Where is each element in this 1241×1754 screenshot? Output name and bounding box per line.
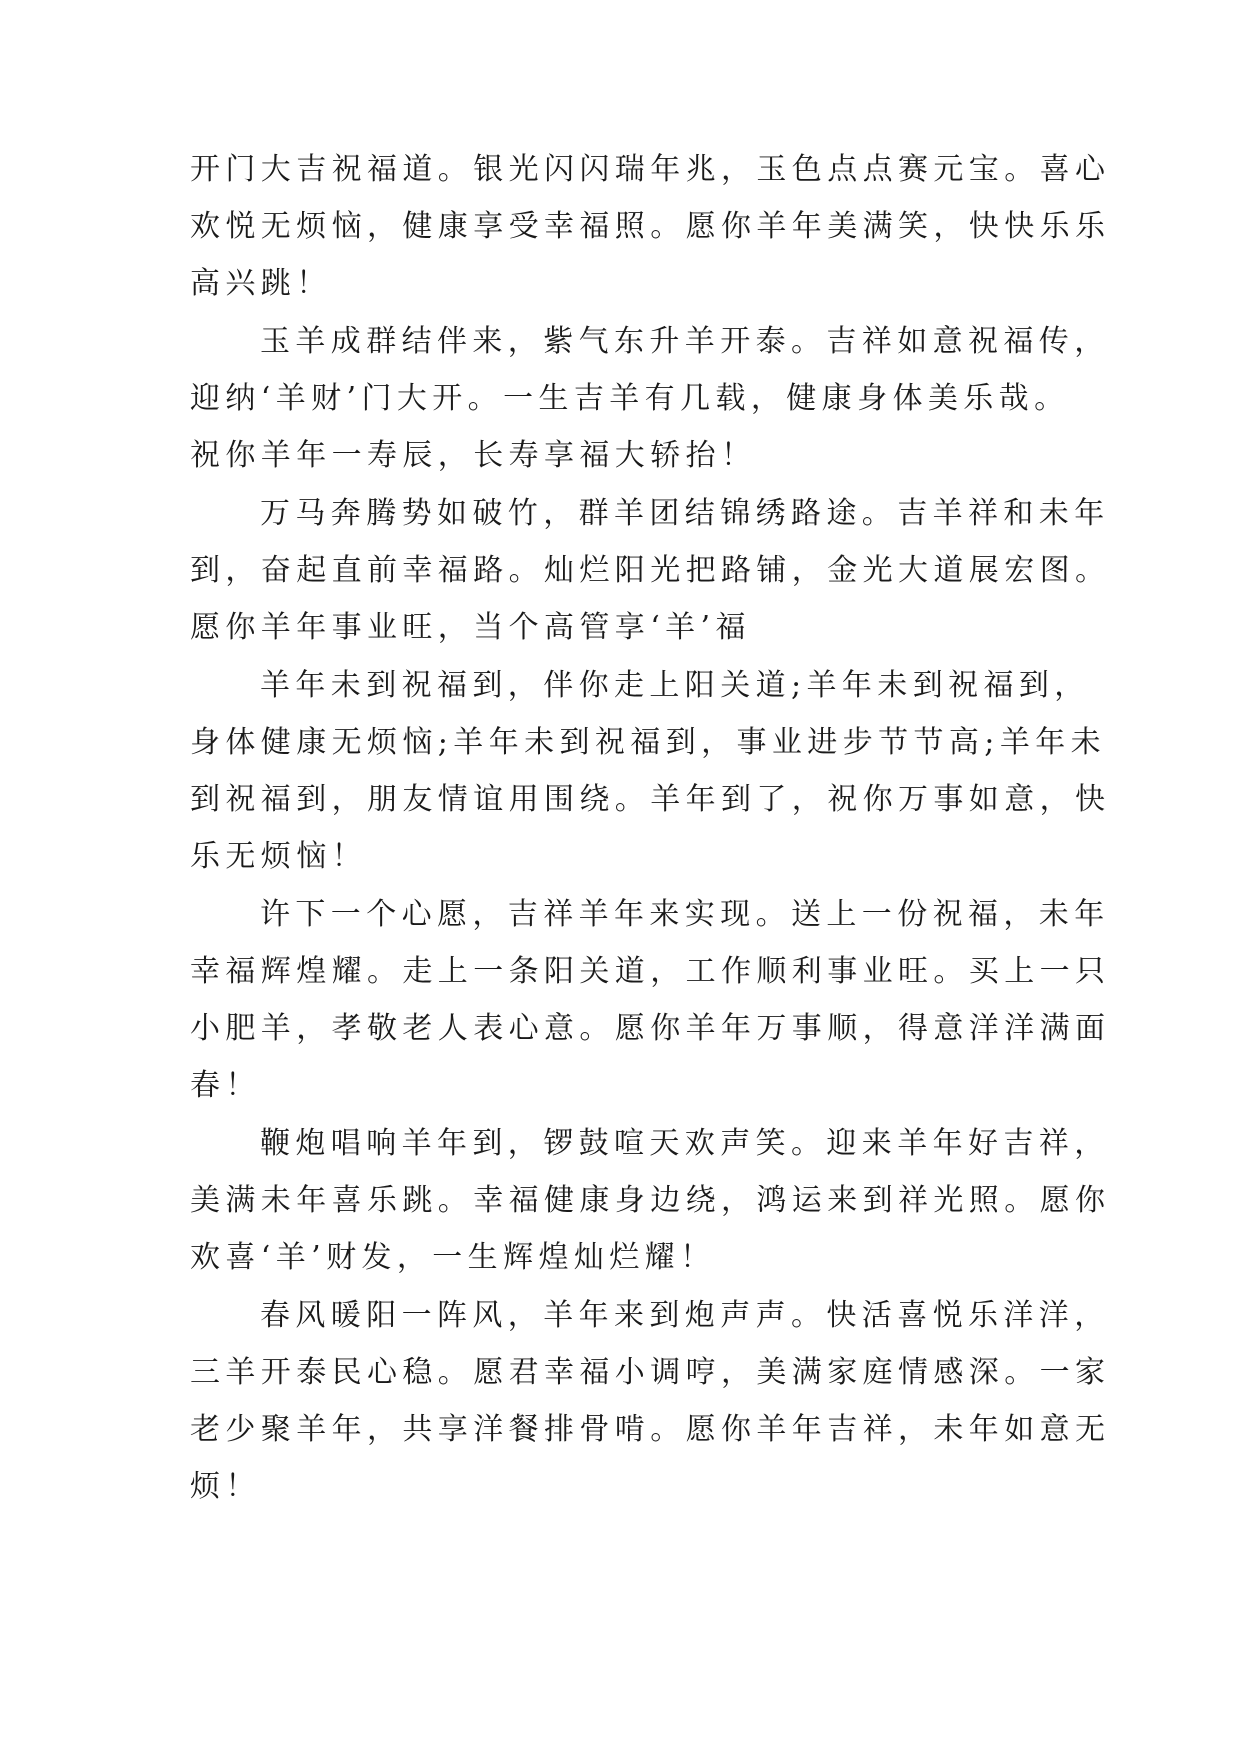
paragraph-first-line: 羊年未到祝福到，伴你走上阳关道;羊年未到祝福到， xyxy=(260,668,1090,703)
text-line: 到祝福到，朋友情谊用围绕。羊年到了，祝你万事如意，快 xyxy=(190,782,1111,817)
text-line: 祝你羊年一寿辰，长寿享福大轿抬！ xyxy=(190,438,757,473)
text-line: 到，奋起直前幸福路。灿烂阳光把路铺，金光大道展宏图。 xyxy=(190,553,1111,588)
text-line: 欢喜‘羊’财发，一生辉煌灿烂耀！ xyxy=(190,1240,716,1275)
text-line: 迎纳‘羊财’门大开。一生吉羊有几载，健康身体美乐哉。 xyxy=(190,381,1070,416)
text-line: 高兴跳！ xyxy=(190,266,332,301)
paragraph-first-line: 许下一个心愿，吉祥羊年来实现。送上一份祝福，未年 xyxy=(260,897,1110,932)
text-line: 幸福辉煌耀。走上一条阳关道，工作顺利事业旺。买上一只 xyxy=(190,954,1111,989)
text-line: 欢悦无烦恼，健康享受幸福照。愿你羊年美满笑，快快乐乐 xyxy=(190,209,1111,244)
text-line: 愿你羊年事业旺，当个高管享‘羊’福 xyxy=(190,610,751,645)
text-line: 小肥羊，孝敬老人表心意。愿你羊年万事顺，得意洋洋满面 xyxy=(190,1011,1111,1046)
text-line: 美满未年喜乐跳。幸福健康身边绕，鸿运来到祥光照。愿你 xyxy=(190,1183,1111,1218)
paragraph-first-line: 玉羊成群结伴来，紫气东升羊开泰。吉祥如意祝福传， xyxy=(260,324,1110,359)
paragraph-first-line: 万马奔腾势如破竹，群羊团结锦绣路途。吉羊祥和未年 xyxy=(260,496,1110,531)
text-line: 老少聚羊年，共享洋餐排骨啃。愿你羊年吉祥，未年如意无 xyxy=(190,1412,1111,1447)
paragraph-first-line: 鞭炮唱响羊年到，锣鼓喧天欢声笑。迎来羊年好吉祥， xyxy=(260,1126,1110,1161)
text-line: 身体健康无烦恼;羊年未到祝福到，事业进步节节高;羊年未 xyxy=(190,725,1107,760)
text-line: 三羊开泰民心稳。愿君幸福小调哼，美满家庭情感深。一家 xyxy=(190,1355,1111,1390)
text-line: 开门大吉祝福道。银光闪闪瑞年兆，玉色点点赛元宝。喜心 xyxy=(190,152,1111,187)
text-line: 乐无烦恼！ xyxy=(190,839,367,874)
text-line: 烦！ xyxy=(190,1469,261,1504)
paragraph-first-line: 春风暖阳一阵风，羊年来到炮声声。快活喜悦乐洋洋， xyxy=(260,1298,1110,1333)
text-line: 春！ xyxy=(190,1068,261,1103)
